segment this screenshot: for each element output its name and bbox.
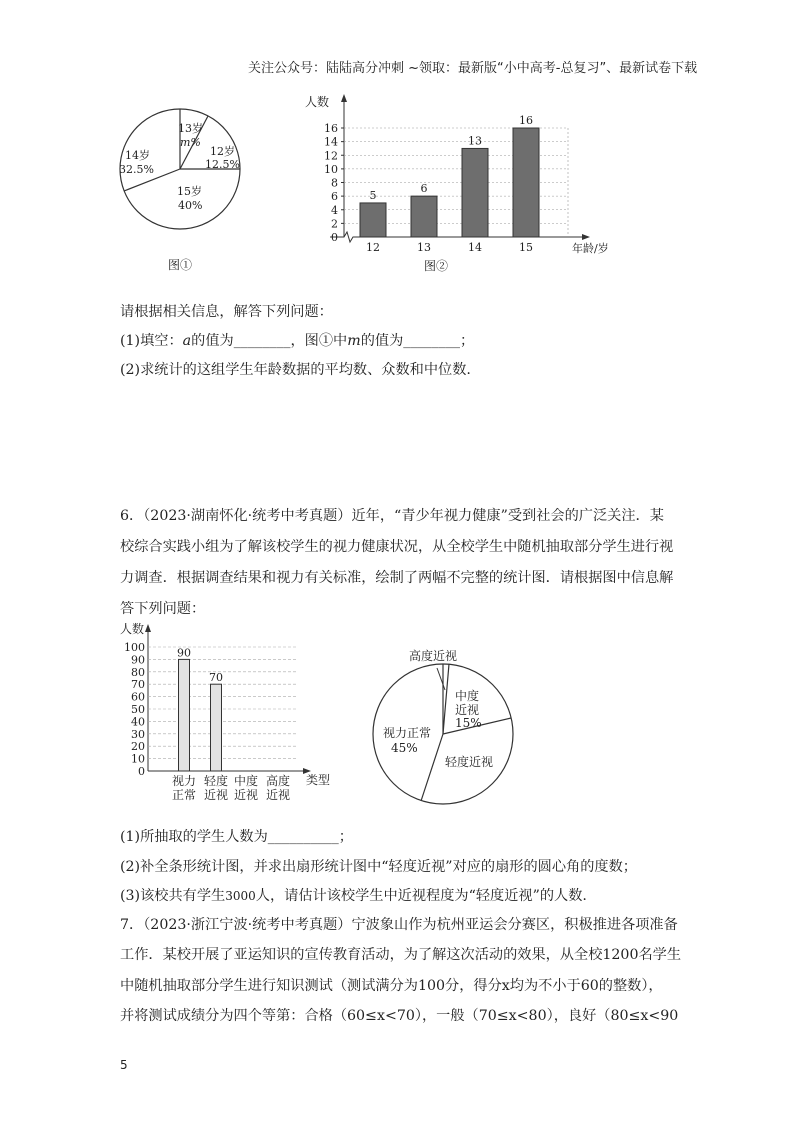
fig1-pie-value-12: 12.5% <box>205 158 240 171</box>
page-header: 关注公众号：陆陆高分冲刺 ~领取：最新版“小中高考-总复习”、最新试卷下载 <box>248 61 698 76</box>
q5-var-m: m <box>347 333 361 349</box>
fig2-xtick-label: 13 <box>417 241 431 254</box>
fig2-xtick-label: 15 <box>519 241 533 254</box>
q6-xtick-label: 视力 <box>171 774 197 788</box>
fig2-xlabel: 年龄/岁 <box>572 242 609 255</box>
q7-line-3: 中随机抽取部分学生进行知识测试（测试满分为100分，得分x均为不小于60的整数）， <box>120 978 663 994</box>
q6-xtick-label: 正常 <box>171 788 197 802</box>
q6-pie-label-mid2: 近视 <box>455 703 480 717</box>
fig2-bar-chart <box>300 90 630 275</box>
q6-pie-divider <box>421 734 443 801</box>
fig1-pie-label-13: 13岁 <box>178 122 203 135</box>
q6-bar-chart <box>118 620 348 810</box>
fig2-bar <box>411 196 437 237</box>
q6-bar-value: 70 <box>209 671 223 685</box>
q6-pie-label-normal-pct: 45% <box>391 741 418 755</box>
q7-line-1: 7．（2023·浙江宁波·统考中考真题）宁波象山作为杭州亚运会分赛区，积极推进各项准备 <box>120 917 678 933</box>
fig2-ytick-label: 14 <box>324 135 338 149</box>
q6-ytick-label: 20 <box>131 740 145 754</box>
fig2-ytick-label: 16 <box>324 122 338 135</box>
q6-sub3-a: (3)该校共有学生 <box>120 888 226 904</box>
q6-ytick-label: 90 <box>131 653 145 667</box>
fig2-ytick-label: 2 <box>331 217 338 231</box>
fig2-ylabel: 人数 <box>305 95 330 109</box>
q6-bar-y-arrow <box>145 624 151 632</box>
q6-pie-chart <box>365 640 535 810</box>
fig2-bar-value: 6 <box>420 182 428 196</box>
fig2-bar <box>462 148 488 237</box>
q5-part1-b: 的值为________，图①中 <box>191 333 348 349</box>
q6-pie-label-mid-pct: 15% <box>455 716 482 730</box>
fig2-y-arrow <box>341 94 347 102</box>
fig2-xtick-label: 12 <box>366 241 380 254</box>
q6-ytick-label: 10 <box>131 752 145 766</box>
q6-xtick-label: 近视 <box>203 788 229 802</box>
q6-pie-leader-line <box>437 668 445 690</box>
q6-ytick-label: 60 <box>131 690 145 704</box>
q6-sub1: (1)所抽取的学生人数为__________； <box>120 829 353 845</box>
q6-ytick-label: 40 <box>131 715 145 729</box>
fig2-ytick-label: 10 <box>324 162 338 176</box>
fig2-caption: 图② <box>424 259 449 273</box>
q6-pie-label-mid1: 中度 <box>455 689 480 703</box>
fig2-bar-value: 16 <box>519 114 533 127</box>
q6-line-1: 6．（2023·湖南怀化·统考中考真题）近年，“青少年视力健康”受到社会的广泛关注．某 <box>120 508 664 524</box>
fig2-ytick-label: 12 <box>324 149 338 163</box>
fig1-pie-chart <box>110 105 260 280</box>
q6-ytick-label: 100 <box>124 641 145 654</box>
q5-intro: 请根据相关信息，解答下列问题： <box>120 304 333 320</box>
q6-xtick-label: 近视 <box>265 788 291 802</box>
q5-part1-a: (1)填空： <box>120 333 183 349</box>
q6-ytick-label: 80 <box>131 665 145 679</box>
q6-pie-label-light: 轻度近视 <box>445 755 494 769</box>
q5-var-a: a <box>182 333 192 349</box>
fig2-bar <box>360 203 386 237</box>
fig1-pie-label-15: 15岁 <box>177 185 202 198</box>
fig2-ytick-label: 0 <box>331 231 338 244</box>
fig2-ytick-label: 6 <box>331 190 338 204</box>
q5-part1 <box>120 330 474 350</box>
q6-bar-xlabel: 类型 <box>306 773 331 787</box>
q6-ytick-label: 70 <box>131 678 145 692</box>
page-number: 5 <box>120 1058 128 1072</box>
fig1-pie-label-12: 12岁 <box>210 145 235 158</box>
q6-bar-value: 90 <box>177 646 191 660</box>
q6-bar <box>211 684 222 771</box>
q6-xtick-label: 中度 <box>233 774 259 788</box>
fig2-bar-value: 5 <box>369 188 377 202</box>
fig1-pie-value-13: m% <box>180 136 201 149</box>
q6-bar-ylabel: 人数 <box>120 622 145 636</box>
q6-pie-label-high: 高度近视 <box>409 649 458 663</box>
fig2-bar <box>513 128 539 237</box>
fig1-pie-value-15: 40% <box>178 199 203 212</box>
q6-line-2: 校综合实践小组为了解该校学生的视力健康状况，从全校学生中随机抽取部分学生进行视 <box>120 539 674 555</box>
fig2-ytick-label: 4 <box>331 203 338 217</box>
q6-ytick-label: 30 <box>131 727 145 741</box>
q5-part2: (2)求统计的这组学生年龄数据的平均数、众数和中位数. <box>120 362 471 378</box>
q6-pie-divider <box>443 664 449 734</box>
q7-line-4: 并将测试成绩分为四个等第：合格（60≤x<70），一般（70≤x<80），良好（80≤x<90 <box>120 1008 679 1024</box>
fig2-x-arrow <box>582 234 590 240</box>
fig2-bar-value: 13 <box>468 134 482 148</box>
q7-line-2: 工作．某校开展了亚运知识的宣传教育活动，为了解这次活动的效果，从全校1200名学生 <box>120 947 682 963</box>
q6-sub3 <box>120 885 587 905</box>
q5-part1-c: 的值为________； <box>360 333 475 349</box>
q6-xtick-label: 轻度 <box>203 774 229 788</box>
q6-sub3-num: 3000 <box>225 889 256 903</box>
q6-xtick-label: 近视 <box>233 788 259 802</box>
q6-line-3: 力调查．根据调查结果和视力有关标准，绘制了两幅不完整的统计图．请根据图中信息解 <box>120 570 674 586</box>
q6-line-4: 答下列问题： <box>120 601 206 617</box>
fig1-caption: 图① <box>168 258 193 272</box>
fig1-pie-label-14: 14岁 <box>125 149 150 162</box>
fig2-ytick-label: 8 <box>331 176 338 190</box>
q6-pie-label-normal: 视力正常 <box>383 726 432 740</box>
q6-ytick-label: 50 <box>131 703 145 716</box>
fig2-xtick-label: 14 <box>468 241 482 254</box>
fig1-pie-value-14: 32.5% <box>119 163 154 176</box>
q6-xtick-label: 高度 <box>265 774 291 788</box>
q6-bar <box>179 659 190 771</box>
q6-sub2: (2)补全条形统计图，并求出扇形统计图中“轻度近视”对应的扇形的圆心角的度数； <box>120 859 637 875</box>
q6-ytick-label: 0 <box>138 765 145 778</box>
q6-sub3-b: 人，请估计该校学生中近视程度为“轻度近视”的人数. <box>255 888 587 904</box>
